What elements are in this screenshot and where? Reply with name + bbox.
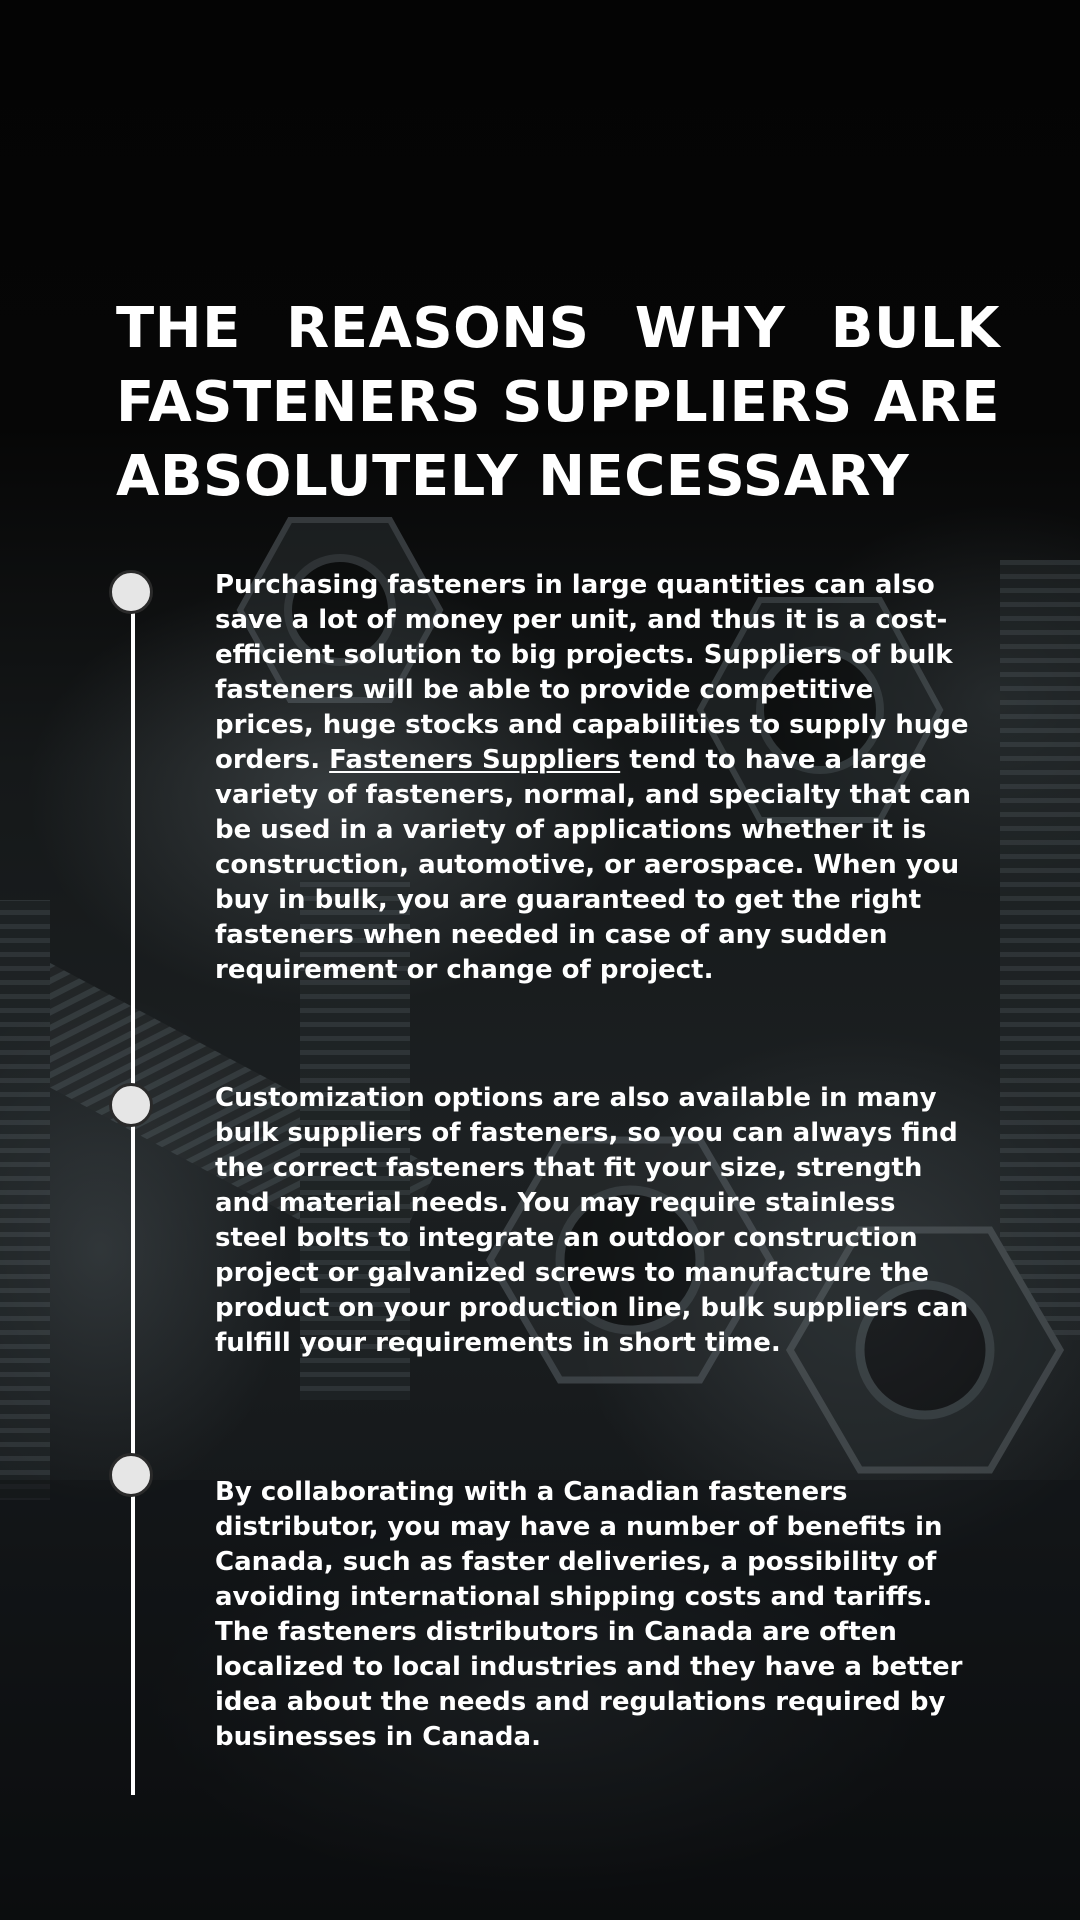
- timeline-text-1-part-b: tend to have a large variety of fasteners, normal, and specialty that can be used in a variety of applications whether it is construction, automotive, or aerospace. When you buy in bulk, you are guaranteed to get the right fasteners when needed in case of any sudden requirement or change of project.: [215, 745, 972, 985]
- timeline-node-2: [109, 1083, 153, 1127]
- fasteners-suppliers-link[interactable]: Fasteners Suppliers: [329, 745, 621, 775]
- timeline-line: [131, 592, 135, 1795]
- timeline-node-1: [109, 570, 153, 614]
- timeline-text-1: [215, 568, 975, 988]
- timeline-text-1-part-a: Purchasing fasteners in large quantities can also save a lot of money per unit, and thus it is a cost-efficient solution to big projects. Suppliers of bulk fasteners will be able to provide competitive prices, huge stocks and capabilities to supply huge orders.: [215, 570, 969, 775]
- timeline-text-3: By collaborating with a Canadian fasteners distributor, you may have a number of benefits in Canada, such as faster deliveries, a possibility of avoiding international shipping costs and tariffs. The fasteners distributors in Canada are often localized to local industries and they have a better idea about the needs and regulations required by businesses in Canada.: [215, 1477, 963, 1752]
- timeline-node-3: [109, 1453, 153, 1497]
- page-title: THE REASONS WHY BULK FASTENERS SUPPLIERS ARE ABSOLUTELY NECESSARY: [116, 296, 1000, 509]
- timeline-text-2: Customization options are also available in many bulk suppliers of fasteners, so you can always find the correct fasteners that fit your size, strength and material needs. You may require stainless steel bolts to integrate an outdoor construction project or galvanized screws to manufacture the product on your production line, bulk suppliers can fulfill your requirements in short time.: [215, 1083, 969, 1358]
